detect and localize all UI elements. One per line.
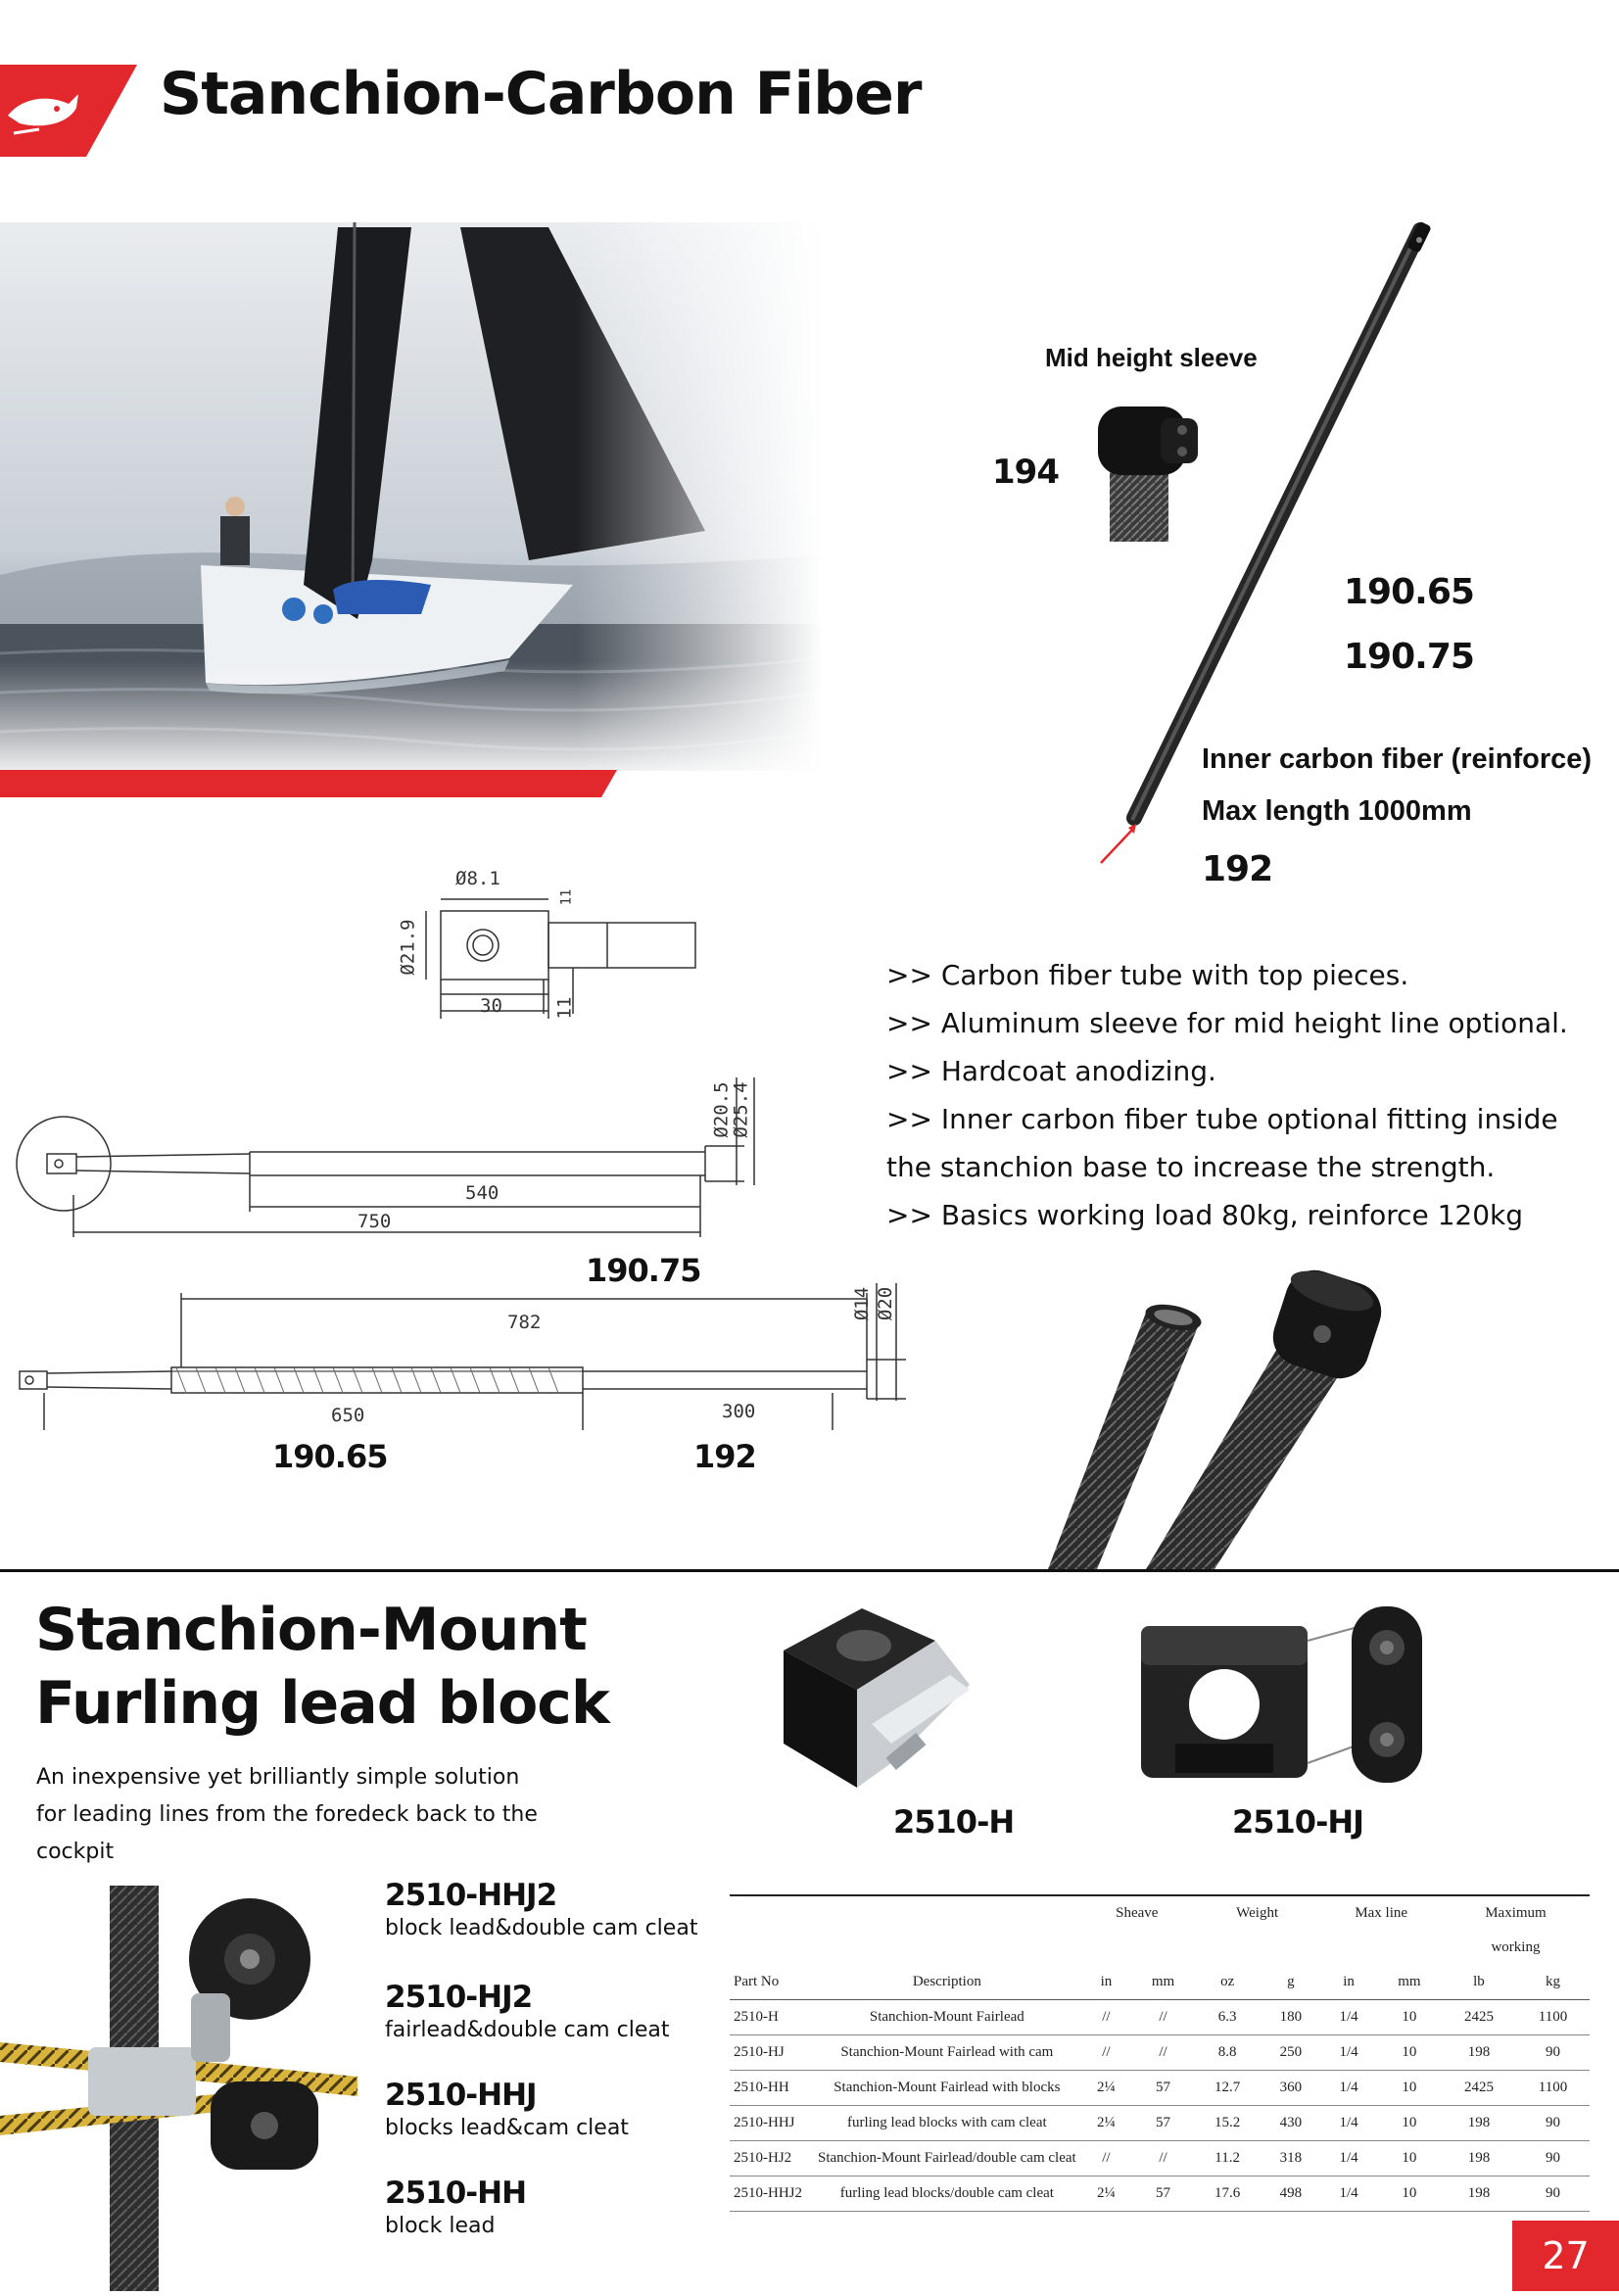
cell: 180 (1261, 2000, 1320, 2035)
cell: 90 (1516, 2141, 1590, 2176)
cell: // (1080, 2000, 1133, 2035)
cell-part: 2510-HHJ (730, 2106, 814, 2141)
part-number-a: 190.65 (1344, 572, 1474, 612)
table-group-header (730, 1895, 1590, 1931)
tech-drawing (0, 862, 921, 1430)
cell: 2¼ (1080, 2176, 1133, 2212)
dim-750: 750 (357, 1211, 392, 1232)
cell: 6.3 (1194, 2000, 1262, 2035)
cell: 1/4 (1320, 2000, 1376, 2035)
page-number-badge (1512, 2221, 1619, 2291)
inner-fiber-label: Inner carbon fiber (reinforce) (1202, 743, 1593, 775)
cell-desc: Stanchion-Mount Fairlead (814, 2000, 1080, 2035)
sleeve-image (1092, 397, 1205, 544)
cell: 198 (1442, 2106, 1516, 2141)
cell: 11.2 (1194, 2141, 1262, 2176)
col-desc: Description (814, 1965, 1080, 2000)
feature-item: >> Basics working load 80kg, reinforce 120kg (886, 1199, 1524, 1231)
cell: 2425 (1442, 2071, 1516, 2106)
cell: 1/4 (1320, 2141, 1376, 2176)
cell: 57 (1132, 2071, 1194, 2106)
feature-item: >> Aluminum sleeve for mid height line optional. (886, 1007, 1568, 1039)
spec-table (730, 1894, 1590, 2212)
cell-part: 2510-H (730, 2000, 814, 2035)
cell: 10 (1377, 2176, 1442, 2212)
dim-d20: Ø20 (875, 1286, 897, 1321)
cell-desc: Stanchion-Mount Fairlead with cam (814, 2035, 1080, 2071)
inner-part-number: 192 (1202, 849, 1273, 889)
col-sheave-in: in (1080, 1965, 1133, 2000)
cell: 198 (1442, 2176, 1516, 2212)
table-row (730, 2141, 1590, 2176)
furling-title-line2: Furling lead block (35, 1669, 609, 1738)
dim-top: 11 (558, 888, 575, 906)
feature-item: >> Carbon fiber tube with top pieces. (886, 959, 1409, 991)
variant-item (385, 2174, 718, 2252)
cell: 1/4 (1320, 2106, 1376, 2141)
cell: 318 (1261, 2141, 1320, 2176)
photo-label-h: 2510-H (893, 1803, 1015, 1841)
col-oz: oz (1194, 1965, 1262, 2000)
dim-540: 540 (465, 1182, 500, 1204)
cell: 57 (1132, 2176, 1194, 2212)
col-line-in: in (1320, 1965, 1376, 2000)
cell: 2425 (1442, 2000, 1516, 2035)
variant-desc: blocks lead&cam cleat (385, 2116, 629, 2140)
fairlead-hj-image (1136, 1597, 1430, 1793)
page-title: Stanchion-Carbon Fiber (160, 60, 922, 128)
cell: 198 (1442, 2141, 1516, 2176)
col-group-sheave: Sheave (1116, 1905, 1159, 1921)
feature-item: >> Inner carbon fiber tube optional fitting inside the stanchion base to increase the strength. (886, 1103, 1558, 1183)
max-length-label: Max length 1000mm (1202, 795, 1472, 827)
col-group-maxwork-2: working (1491, 1939, 1541, 1955)
cell-desc: furling lead blocks with cam cleat (814, 2106, 1080, 2141)
part-number-b: 190.75 (1344, 637, 1474, 677)
sailboat-photo (0, 222, 823, 771)
sleeve-label: Mid height sleeve (1045, 343, 1258, 372)
cell: // (1132, 2000, 1194, 2035)
cell: 2¼ (1080, 2071, 1133, 2106)
dim-11: 11 (553, 996, 576, 1020)
variant-item (385, 1876, 718, 1978)
carbon-tube-closeup (1038, 1264, 1410, 1569)
desc-line: An inexpensive yet brilliantly simple solution (36, 1765, 520, 1790)
cell-part: 2510-HJ (730, 2035, 814, 2071)
cell: 90 (1516, 2176, 1590, 2212)
drawing-label-lower-left: 190.65 (272, 1438, 388, 1475)
cell: 10 (1377, 2071, 1442, 2106)
red-accent-bar (0, 770, 617, 797)
cell: // (1132, 2141, 1194, 2176)
cell: 15.2 (1194, 2106, 1262, 2141)
desc-line: cockpit (36, 1840, 115, 1864)
furling-title-line1: Stanchion-Mount (35, 1596, 587, 1664)
drawing-label-upper: 190.75 (586, 1252, 701, 1289)
col-sheave-mm: mm (1132, 1965, 1194, 2000)
variant-code: 2510-HH (385, 2176, 527, 2211)
cell-part: 2510-HH (730, 2071, 814, 2106)
variant-desc: block lead&double cam cleat (385, 1916, 698, 1940)
cell-desc: Stanchion-Mount Fairlead/double cam cleat (814, 2141, 1080, 2176)
variant-list (385, 1876, 718, 2252)
feature-list (886, 951, 1611, 1239)
col-g: g (1261, 1965, 1320, 2000)
feature-item: >> Hardcoat anodizing. (886, 1055, 1216, 1087)
cell: 10 (1377, 2000, 1442, 2035)
page-number: 27 (1542, 2234, 1590, 2277)
furling-description (36, 1759, 538, 1871)
dim-30: 30 (480, 995, 502, 1017)
cell: 430 (1261, 2106, 1320, 2141)
table-header-row (730, 1965, 1590, 2000)
spec-table-wrap (730, 1894, 1590, 2212)
dim-782: 782 (507, 1312, 542, 1333)
variant-code: 2510-HHJ2 (385, 1878, 557, 1913)
variant-code: 2510-HHJ (385, 2078, 537, 2113)
table-row (730, 2000, 1590, 2035)
cell: 198 (1442, 2035, 1516, 2071)
cell: 90 (1516, 2035, 1590, 2071)
cell: 1/4 (1320, 2071, 1376, 2106)
cell: 1100 (1516, 2071, 1590, 2106)
cell-part: 2510-HHJ2 (730, 2176, 814, 2212)
brand-logo (0, 65, 137, 157)
dim-d205: Ø20.5 (710, 1081, 733, 1138)
variant-item (385, 1978, 718, 2076)
cell: 360 (1261, 2071, 1320, 2106)
sleeve-part-number: 194 (992, 453, 1059, 492)
col-group-maxwork: Maximum (1485, 1905, 1547, 1921)
col-lb: lb (1442, 1965, 1516, 2000)
cell-desc: furling lead blocks/double cam cleat (814, 2176, 1080, 2212)
cell: 8.8 (1194, 2035, 1262, 2071)
dim-d81: Ø8.1 (455, 868, 500, 889)
cell: 12.7 (1194, 2071, 1262, 2106)
cell: 10 (1377, 2106, 1442, 2141)
cell: 90 (1516, 2106, 1590, 2141)
cell: 250 (1261, 2035, 1320, 2071)
dim-d254: Ø25.4 (730, 1081, 752, 1138)
cell: // (1132, 2035, 1194, 2071)
variant-desc: fairlead&double cam cleat (385, 2018, 670, 2042)
table-row (730, 2071, 1590, 2106)
cell: // (1080, 2141, 1133, 2176)
cell: // (1080, 2035, 1133, 2071)
cell-part: 2510-HJ2 (730, 2141, 814, 2176)
table-row (730, 2106, 1590, 2141)
cell: 1100 (1516, 2000, 1590, 2035)
cell: 1/4 (1320, 2035, 1376, 2071)
table-row (730, 2176, 1590, 2212)
drawing-label-lower-right: 192 (693, 1438, 756, 1475)
cell: 17.6 (1194, 2176, 1262, 2212)
photo-label-hj: 2510-HJ (1232, 1803, 1364, 1841)
col-group-maxline: Max line (1355, 1905, 1408, 1921)
cell: 2¼ (1080, 2106, 1133, 2141)
cell: 498 (1261, 2176, 1320, 2212)
col-kg: kg (1516, 1965, 1590, 2000)
section-divider (0, 1569, 1619, 1572)
dim-d14: Ø14 (851, 1286, 874, 1321)
variant-desc: block lead (385, 2214, 496, 2238)
table-row (730, 2035, 1590, 2071)
cell: 1/4 (1320, 2176, 1376, 2212)
dim-650: 650 (331, 1405, 365, 1426)
block-on-stanchion-photo (0, 1886, 357, 2291)
cell: 10 (1377, 2035, 1442, 2071)
variant-code: 2510-HJ2 (385, 1980, 533, 2015)
desc-line: for leading lines from the foredeck back to the (36, 1802, 538, 1827)
cell: 10 (1377, 2141, 1442, 2176)
fairlead-h-image (774, 1597, 979, 1797)
cell: 57 (1132, 2106, 1194, 2141)
dim-300: 300 (722, 1401, 756, 1422)
cell-desc: Stanchion-Mount Fairlead with blocks (814, 2071, 1080, 2106)
red-arrow-icon (1097, 818, 1146, 867)
dim-d219: Ø21.9 (397, 919, 419, 976)
col-group-weight: Weight (1236, 1905, 1279, 1921)
col-line-mm: mm (1377, 1965, 1442, 2000)
col-part: Part No (730, 1965, 814, 2000)
variant-item (385, 2076, 718, 2174)
